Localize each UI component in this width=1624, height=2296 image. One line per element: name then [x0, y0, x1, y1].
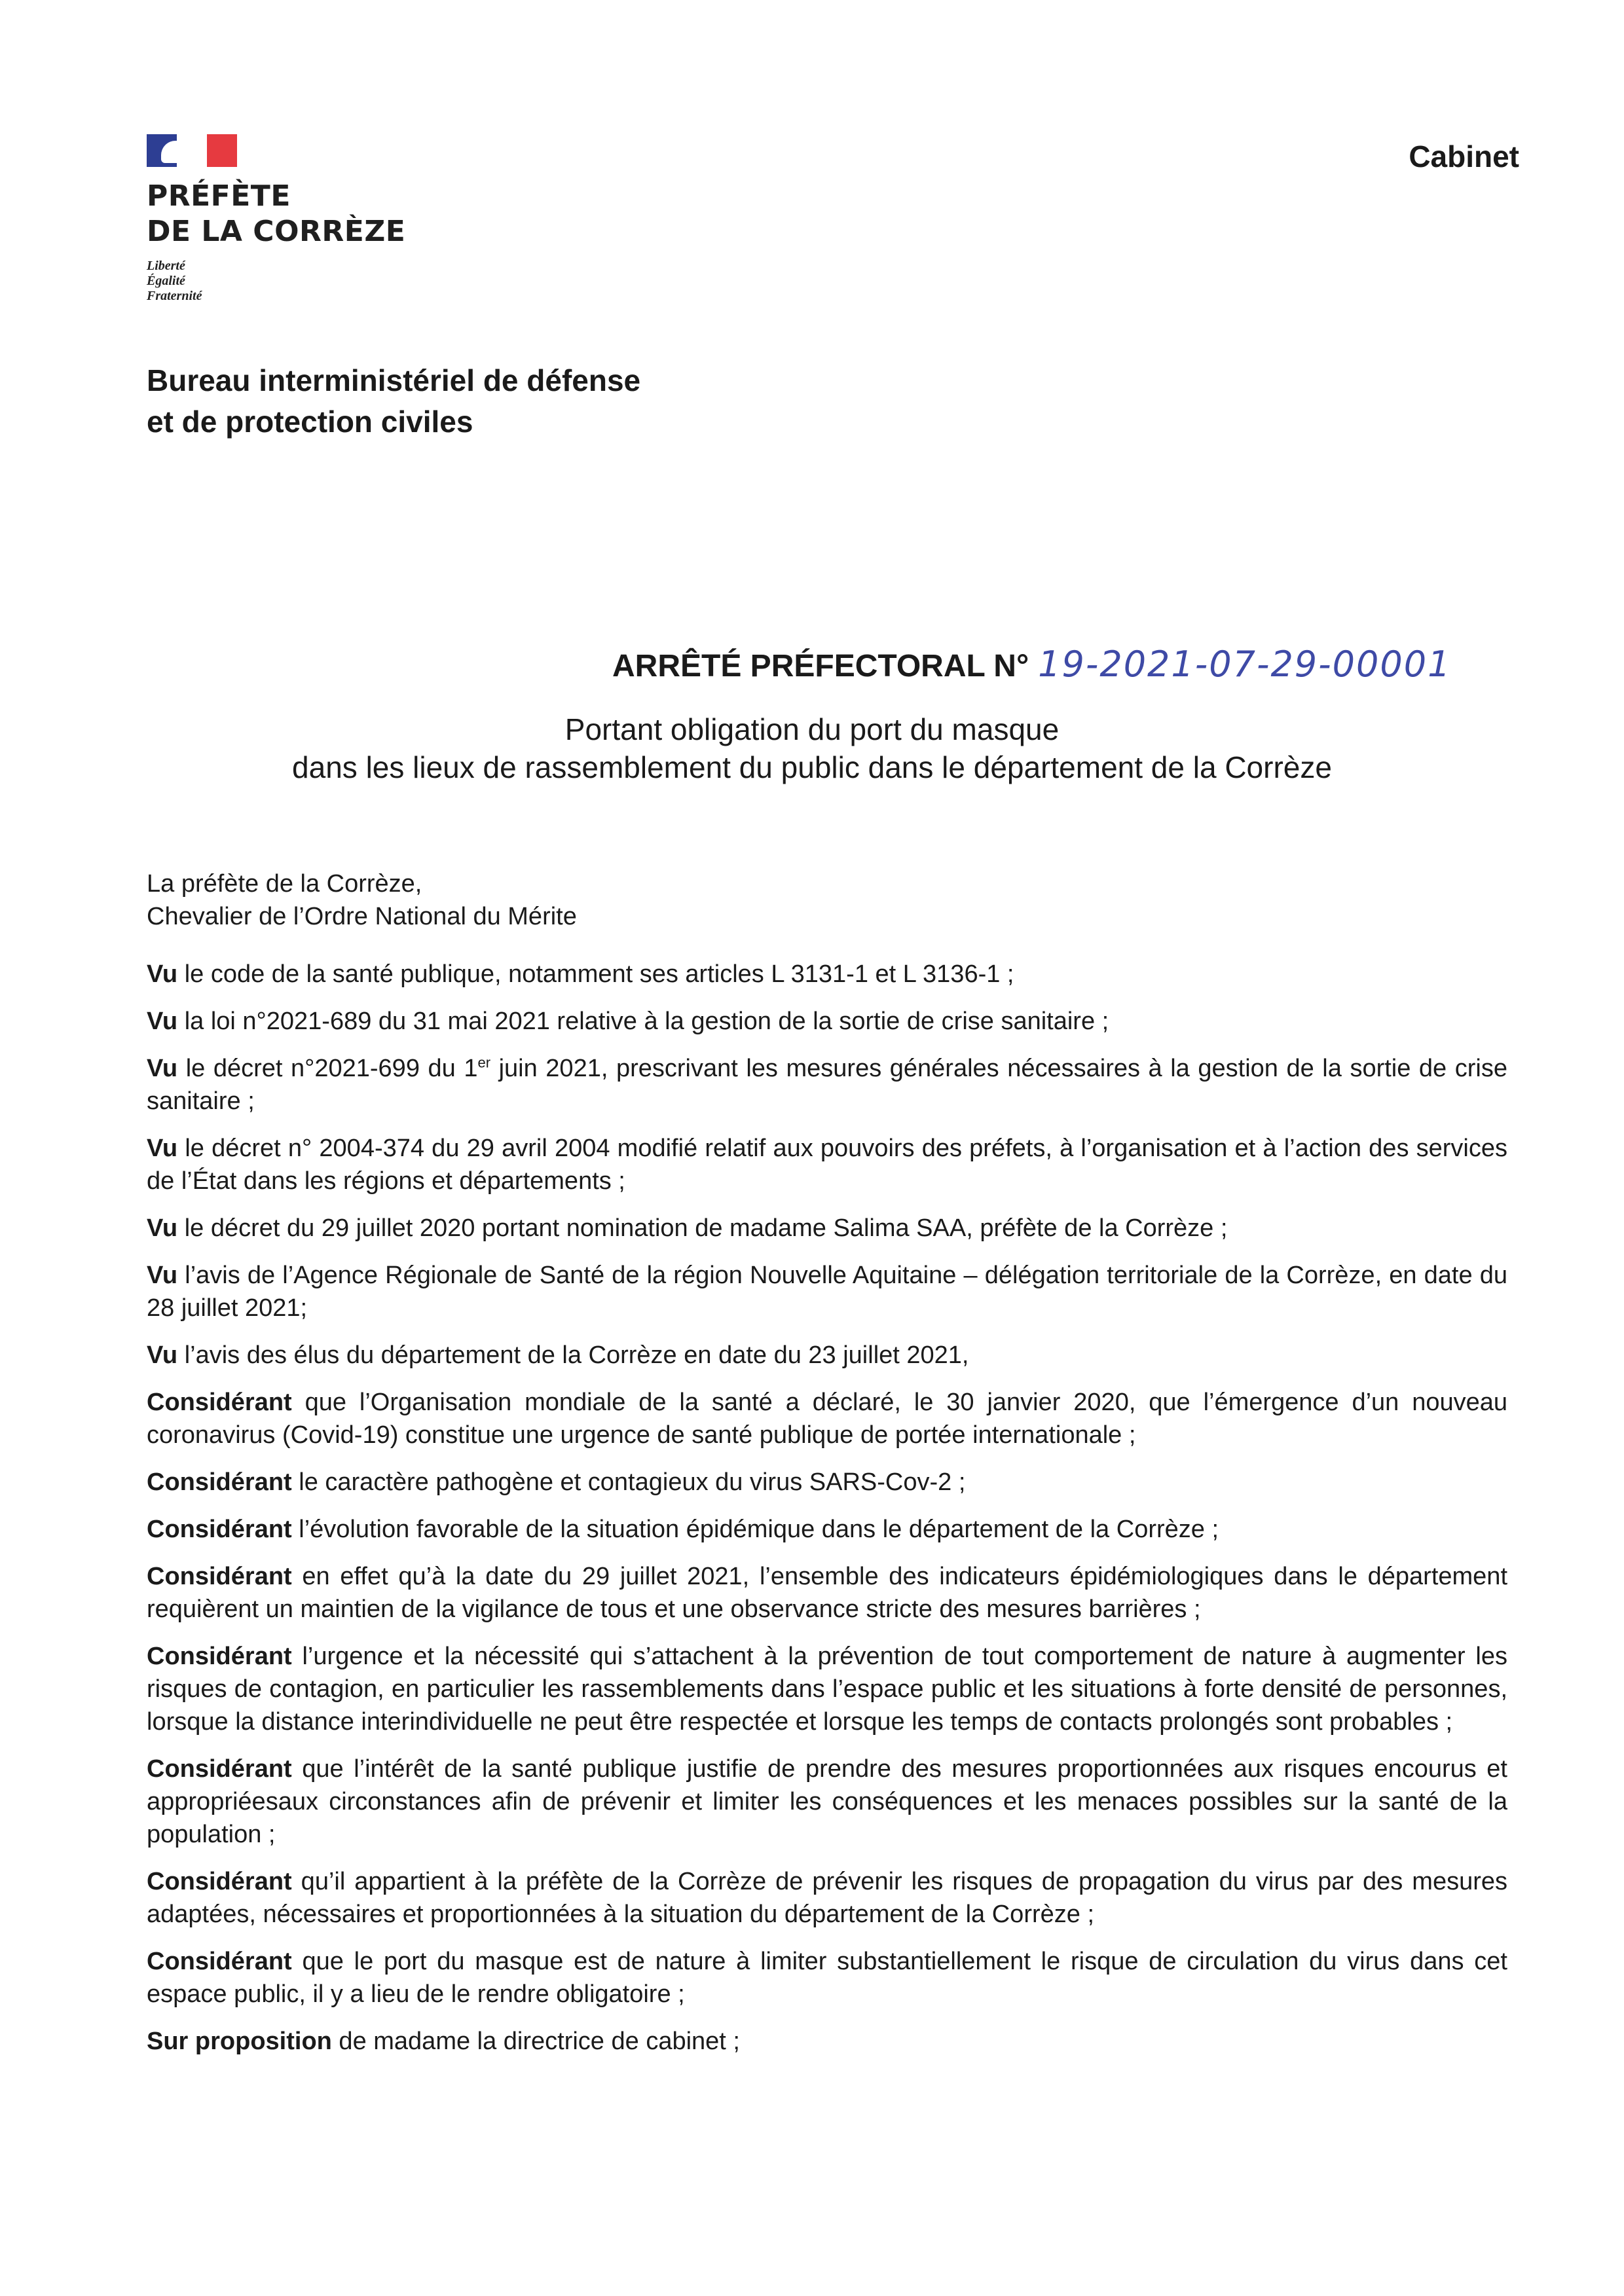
recital-paragraph: Considérant le caractère pathogène et contagieux du virus SARS-Cov-2 ; — [147, 1468, 966, 1496]
recital-keyword: Vu — [147, 1008, 178, 1035]
recital-paragraph: Considérant que l’intérêt de la santé publique justifie de prendre des mesures proportionnées aux risques encourus et appropriéesaux circonstances afin de prévenir et limiter les conséquences et les menaces possibles sur la santé de la population ; — [147, 1755, 1507, 1848]
recital-keyword: Sur proposition — [147, 2028, 332, 2055]
recital-paragraph: Vu le décret n° 2004-374 du 29 avril 2004 modifié relatif aux pouvoirs des préfets, à l’organisation et à l’action des services de l’État dans les régions et départements ; — [147, 1135, 1507, 1195]
preamble: La préfète de la Corrèze, Chevalier de l’Ordre National du Mérite — [147, 870, 577, 930]
recital-keyword: Vu — [147, 960, 178, 988]
decree-number: 19-2021-07-29-00001 — [1038, 644, 1452, 685]
recital-paragraph: Considérant que l’Organisation mondiale de la santé a déclaré, le 30 janvier 2020, que l’émergence d’un nouveau coronavirus (Covid-19) constitue une urgence de santé publique de portée internationale ; — [147, 1389, 1507, 1449]
recital-paragraph: Considérant que le port du masque est de nature à limiter substantiellement le risque de circulation du virus dans cet espace public, il y a lieu de le rendre obligatoire ; — [147, 1948, 1507, 2008]
recital-keyword: Considérant — [147, 1516, 292, 1543]
recital-paragraph: Considérant qu’il appartient à la préfète de la Corrèze de prévenir les risques de propagation du virus par des mesures adaptées, nécessaires et proportionnées à la situation du département de la Corrèze ; — [147, 1868, 1507, 1928]
decree-body — [147, 867, 1507, 2072]
institution-name: PRÉFÈTE DE LA CORRÈZE — [147, 179, 406, 248]
decree-subtitle: Portant obligation du port du masque dans les lieux de rassemblement du public dans le département de la Corrèze — [292, 712, 1332, 784]
recitals-list — [147, 958, 1507, 2058]
recital-keyword: Considérant — [147, 1868, 292, 1895]
recital-paragraph: Vu l’avis des élus du département de la Corrèze en date du 23 juillet 2021, — [147, 1341, 969, 1369]
ordinal-superscript: er — [477, 1054, 491, 1071]
prefecture-logo — [147, 134, 435, 304]
recital-keyword: Considérant — [147, 1948, 292, 1975]
republic-motto: Liberté Égalité Fraternité — [147, 259, 202, 303]
recital-paragraph: Considérant l’évolution favorable de la situation épidémique dans le département de la Corrèze ; — [147, 1516, 1219, 1543]
recital-keyword: Vu — [147, 1135, 178, 1162]
cabinet-label: Cabinet — [1409, 139, 1519, 173]
recital-keyword: Considérant — [147, 1643, 292, 1670]
decree-title-label: ARRÊTÉ PRÉFECTORAL N° — [612, 649, 1029, 683]
recital-paragraph: Considérant l’urgence et la nécessité qui s’attachent à la prévention de tout comportement de nature à augmenter les risques de contagion, en particulier les rassemblements dans l’espace public et les situations à forte densité de personnes, lorsque la distance interindividuelle ne peut être respectée et lorsque les temps de contacts prolongés sont probables ; — [147, 1643, 1507, 1736]
recital-paragraph: Vu le décret du 29 juillet 2020 portant nomination de madame Salima SAA, préfète de la Corrèze ; — [147, 1214, 1228, 1242]
recital-paragraph: Sur proposition de madame la directrice de cabinet ; — [147, 2028, 740, 2055]
bureau-heading: Bureau interministériel de défense et de protection civiles — [147, 363, 641, 439]
recital-paragraph: Vu la loi n°2021-689 du 31 mai 2021 relative à la gestion de la sortie de crise sanitaire ; — [147, 1008, 1109, 1035]
recital-keyword: Vu — [147, 1341, 178, 1369]
recital-paragraph: Vu le décret n°2021-699 du 1er juin 2021, prescrivant les mesures générales nécessaires à la gestion de la sortie de crise sanitaire ; — [147, 1054, 1507, 1115]
decree-title — [612, 642, 1542, 689]
recital-keyword: Vu — [147, 1055, 178, 1082]
recital-keyword: Considérant — [147, 1468, 292, 1496]
recital-keyword: Vu — [147, 1214, 178, 1242]
recital-keyword: Considérant — [147, 1755, 292, 1783]
recital-paragraph: Considérant en effet qu’à la date du 29 juillet 2021, l’ensemble des indicateurs épidémiologiques dans le département requièrent un maintien de la vigilance de tous et une observance stricte des mesures barrières ; — [147, 1563, 1507, 1623]
recital-keyword: Vu — [147, 1262, 178, 1289]
marianne-flag-icon — [147, 134, 237, 167]
recital-keyword: Considérant — [147, 1563, 292, 1590]
recital-paragraph: Vu l’avis de l’Agence Régionale de Santé de la région Nouvelle Aquitaine – délégation territoriale de la Corrèze, en date du 28 juillet 2021; — [147, 1262, 1507, 1322]
recital-keyword: Considérant — [147, 1389, 292, 1416]
recital-paragraph: Vu le code de la santé publique, notamment ses articles L 3131-1 et L 3136-1 ; — [147, 960, 1014, 988]
